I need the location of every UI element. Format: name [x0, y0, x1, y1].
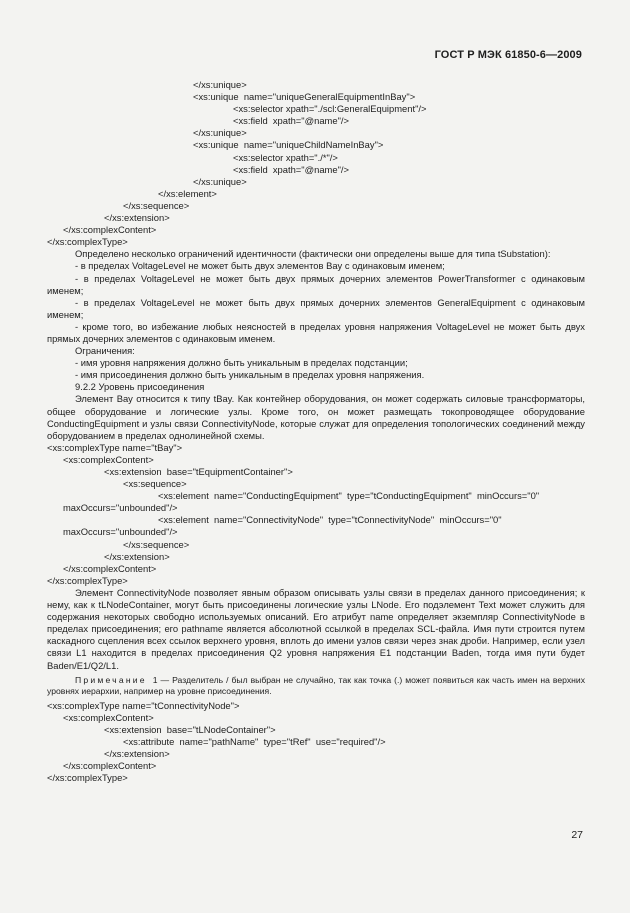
code-line: <xs:unique name="uniqueGeneralEquipmentInBay"> — [193, 91, 416, 103]
list-item: - в пределах VoltageLevel не может быть двух элементов Bay с одинаковым именем; — [75, 260, 445, 272]
code-line: <xs:complexType name="tConnectivityNode"> — [47, 699, 240, 711]
note-label: Примечание — [75, 674, 147, 685]
code-line: <xs:unique name="uniqueChildNameInBay"> — [193, 139, 384, 151]
page-number: 27 — [571, 829, 583, 841]
list-item: - кроме того, во избежание любых неясностей в пределах уровня напряжения VoltageLevel не может быть двух прямых дочерних элементов с одинаковым именем. — [47, 320, 585, 344]
code-line: </xs:unique> — [193, 175, 247, 187]
code-block-bay-uniques — [47, 79, 585, 248]
code-line: <xs:element name="ConnectivityNode" type="tConnectivityNode" minOccurs="0" — [158, 514, 502, 526]
code-block-tbay — [47, 442, 585, 587]
code-line: <xs:sequence> — [123, 478, 187, 490]
code-line: <xs:field xpath="@name"/> — [233, 115, 349, 127]
code-line: </xs:complexContent> — [63, 562, 157, 574]
code-line: maxOccurs="unbounded"/> — [63, 526, 178, 538]
code-line: <xs:extension base="tEquipmentContainer"> — [104, 466, 293, 477]
code-line: </xs:unique> — [193, 127, 247, 139]
list-item: - имя уровня напряжения должно быть уникальным в пределах подстанции; — [75, 357, 408, 369]
code-line: </xs:complexType> — [47, 236, 128, 248]
code-line: </xs:complexType> — [47, 772, 128, 784]
paragraph-identity-constraints: Определено несколько ограничений идентичности (фактически они определены выше для типа tSubstation): — [75, 248, 551, 260]
code-line: <xs:selector xpath="./*"/> — [233, 151, 338, 163]
code-block-tconnectivitynode — [47, 700, 585, 785]
code-line: </xs:extension> — [104, 550, 170, 562]
page-content — [47, 79, 585, 784]
code-line: <xs:complexContent> — [63, 453, 154, 465]
code-line: </xs:complexContent> — [63, 224, 157, 236]
document-header: ГОСТ Р МЭК 61850-6—2009 — [434, 49, 582, 61]
list-item: - в пределах VoltageLevel не может быть двух прямых дочерних элементов GeneralEquipment с одинаковым именем; — [47, 296, 585, 320]
section-heading: 9.2.2 Уровень присоединения — [75, 381, 205, 393]
list-item: - имя присоединения должно быть уникальным в пределах уровня напряжения. — [75, 369, 425, 381]
note-text: 1 — Разделитель / был выбран не случайно, так как точка (.) может появиться как часть имен на верхних уровнях иерархии, например на уровне присоединения. — [47, 674, 585, 696]
code-line: </xs:sequence> — [123, 199, 190, 211]
code-line: </xs:unique> — [193, 79, 247, 90]
restrictions-title: Ограничения: — [75, 345, 135, 357]
code-line: <xs:complexContent> — [63, 711, 154, 723]
code-line: </xs:extension> — [104, 212, 170, 224]
list-item: - в пределах VoltageLevel не может быть двух прямых дочерних элементов PowerTransformer с одинаковым именем; — [47, 272, 585, 296]
code-line: </xs:complexContent> — [63, 760, 157, 772]
code-line: </xs:element> — [158, 187, 217, 199]
code-line: maxOccurs="unbounded"/> — [63, 502, 178, 514]
code-line: <xs:complexType name="tBay"> — [47, 441, 183, 453]
code-line: <xs:extension base="tLNodeContainer"> — [104, 723, 276, 735]
code-line: </xs:extension> — [104, 747, 170, 759]
code-line: <xs:element name="ConductingEquipment" type="tConductingEquipment" minOccurs="0" — [158, 490, 540, 502]
code-line: </xs:sequence> — [123, 538, 190, 550]
note — [47, 675, 585, 697]
paragraph-connectivity-node: Элемент ConnectivityNode позволяет явным образом описывать узлы связи в пределах данного присоединения; к нему, как к tLNodeContainer, могут быть присоединены логические узлы LNode. Его подэлемент Text может служить для содержания некоторых свободно используемых описаний. Его атрибут name определяет экземпляр ConnectivityNode в пределах присоединения; его pathname является абсолютной ссылкой в пределах SCL-файла. Имя пути строится путем каскадного сцепления всех ссылок верхнего уровня, вплоть до имени узлов связи через знак дроби. Например, если узел связи L1 находится в пределах присоединения Q2 уровня напряжения E1 подстанции Baden, тогда имя пути будет Baden/E1/Q2/L1. — [47, 586, 585, 671]
code-line: <xs:attribute name="pathName" type="tRef" use="required"/> — [123, 735, 386, 747]
code-line: <xs:field xpath="@name"/> — [233, 163, 349, 175]
paragraph-bay: Элемент Bay относится к типу tBay. Как контейнер оборудования, он может содержать силовые трансформаторы, общее оборудование и логические узлы. Кроме того, он может размещать токопроводящее оборудование ConductingEquipment и узлы связи ConnectivityNode, которые служат для определения топологических соединений между оборудованием в пределах однолинейной схемы. — [47, 393, 585, 441]
code-line: <xs:selector xpath="./scl:GeneralEquipment"/> — [233, 103, 427, 115]
code-line: </xs:complexType> — [47, 574, 128, 586]
